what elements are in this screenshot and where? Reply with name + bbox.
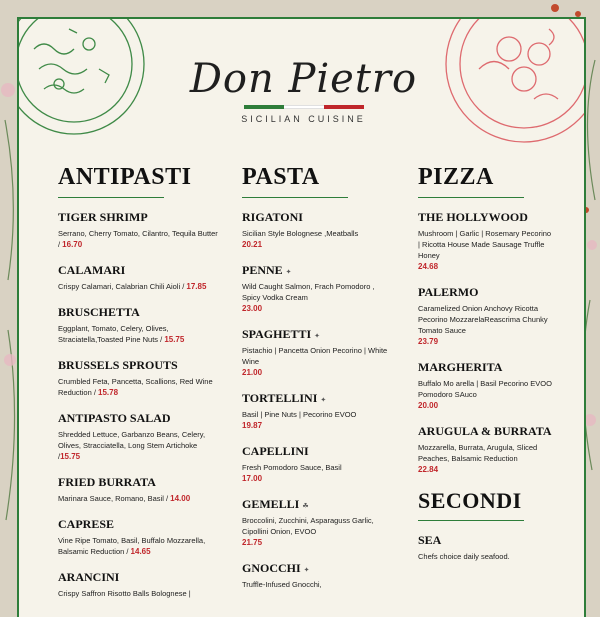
menu-item-price: 15.75 (164, 335, 185, 344)
section-divider (418, 520, 524, 521)
menu-item-description-text: Crispy Calamari, Calabrian Chili Aioli / (58, 282, 187, 291)
pizza-heading: PIZZA (418, 164, 494, 190)
menu-item-description-text: Crispy Saffron Risotto Balls Bolognese | (58, 589, 191, 598)
menu-item (418, 285, 553, 347)
menu-item-name (58, 358, 218, 373)
menu-item-description (418, 378, 553, 411)
menu-item (242, 391, 392, 431)
menu-item-name (418, 285, 553, 300)
menu-item (418, 424, 553, 475)
menu-item-price: 23.00 (242, 304, 263, 313)
menu-item (418, 210, 553, 272)
menu-item-name-text: BRUSCHETTA (58, 305, 140, 319)
menu-item-description (242, 281, 392, 314)
antipasti-heading: ANTIPASTI (58, 164, 192, 190)
menu-item (58, 358, 218, 398)
menu-item-name (58, 475, 218, 490)
menu-item-name-text: PENNE (242, 263, 283, 277)
menu-item-description (242, 345, 392, 378)
menu-item-description-text: Mushroom | Garlic | Rosemary Pecorino | Ricotta House Made Sausage Truffle Honey (418, 229, 552, 260)
menu-item-name-text: THE HOLLYWOOD (418, 210, 528, 224)
menu-item (242, 444, 392, 484)
brand-header (19, 57, 586, 124)
tagline: SICILIAN CUISINE (241, 114, 366, 124)
menu-item-description-text: Vine Ripe Tomato, Basil, Buffalo Mozzarella, Balsamic Reduction / (58, 536, 206, 556)
menu-item-name-text: MARGHERITA (418, 360, 503, 374)
section-divider (58, 197, 164, 198)
antipasti-column (58, 164, 218, 612)
pizza-column (418, 164, 553, 575)
menu-item-description (242, 579, 392, 590)
menu-item-description (418, 303, 553, 347)
menu-item-description-text: Eggplant, Tomato, Celery, Olives, Straciatella,Toasted Pine Nuts / (58, 324, 169, 344)
menu-item-name-text: CAPELLINI (242, 444, 309, 458)
menu-item-description (242, 228, 392, 250)
menu-item-price: 23.79 (418, 337, 439, 346)
menu-item-description (58, 535, 218, 557)
pasta-heading: PASTA (242, 164, 320, 190)
menu-item-name (58, 210, 218, 225)
menu-item-name-text: SPAGHETTI (242, 327, 312, 341)
menu-item-description-text: Shredded Lettuce, Garbanzo Beans, Celery, Olives, Stracciatella, Long Stem Artichoke / (58, 430, 206, 461)
menu-item-description-text: Mozzarella, Burrata, Arugula, Sliced Peaches, Balsamic Reduction (418, 443, 538, 463)
menu-item-name-text: BRUSSELS SPROUTS (58, 358, 178, 372)
menu-item-price: 15.75 (60, 452, 81, 461)
menu-item (242, 497, 392, 548)
menu-item-description (418, 228, 553, 272)
pasta-column (242, 164, 392, 603)
secondi-section (418, 488, 553, 562)
menu-item (58, 305, 218, 345)
menu-item (58, 411, 218, 462)
menu-item-name-text: GEMELLI (242, 497, 300, 511)
menu-item-description-text: Truffle-Infused Gnocchi, (242, 580, 322, 589)
menu-item-name-text: FRIED BURRATA (58, 475, 156, 489)
menu-item-price: 17.00 (242, 474, 263, 483)
menu-item-name-text: GNOCCHI (242, 561, 301, 575)
menu-item-price: 21.75 (242, 538, 263, 547)
menu-item-description-text: Chefs choice daily seafood. (418, 552, 510, 561)
restaurant-logo: Don Pietro (189, 56, 418, 102)
menu-item-name (58, 263, 218, 278)
menu-item-price: 20.00 (418, 401, 439, 410)
menu-item-description (58, 376, 218, 398)
menu-item-price: 24.68 (418, 262, 439, 271)
menu-item-name (242, 497, 392, 512)
menu-item (58, 263, 218, 292)
menu-item-name (418, 210, 553, 225)
menu-item-description (58, 228, 218, 250)
gluten-free-icon: ✦ (320, 396, 327, 404)
menu-item-description-text: Pistachio | Pancetta Onion Pecorino | White Wine (242, 346, 388, 366)
menu-item-name (418, 360, 553, 375)
menu-item-description (242, 409, 392, 431)
menu-item-name-text: ARANCINI (58, 570, 120, 584)
menu-item-name (58, 411, 218, 426)
menu-item (418, 360, 553, 411)
menu-item-name-text: TORTELLINI (242, 391, 318, 405)
menu-item-name-text: PALERMO (418, 285, 479, 299)
menu-item-name (242, 444, 392, 459)
menu-item (58, 517, 218, 557)
menu-item-name (242, 391, 392, 406)
menu-item (242, 327, 392, 378)
menu-item-description (418, 551, 553, 562)
menu-item-name (418, 424, 553, 439)
gluten-free-icon: ✦ (303, 566, 310, 574)
menu-item-name (242, 327, 392, 342)
menu-item-description (418, 442, 553, 475)
menu-item (58, 475, 218, 504)
menu-item-price: 14.65 (130, 547, 151, 556)
menu-item-description-text: Wild Caught Salmon, Frach Pomodoro , Spicy Vodka Cream (242, 282, 375, 302)
menu-item-description-text: Basil | Pine Nuts | Pecorino EVOO (242, 410, 357, 419)
menu-item-description (58, 323, 218, 345)
menu-item-name (58, 305, 218, 320)
menu-item-description-text: Serrano, Cherry Tomato, Cilantro, Tequila Butter / (58, 229, 218, 249)
menu-item-name-text: CAPRESE (58, 517, 115, 531)
secondi-list (418, 533, 553, 562)
menu-item-description-text: Caramelized Onion Anchovy Ricotta Pecorino MozzarelaReascrima Chunky Tomato Sauce (418, 304, 548, 335)
secondi-heading: SECONDI (418, 488, 522, 513)
menu-item-description (242, 462, 392, 484)
antipasti-list (58, 210, 218, 599)
gluten-free-icon: ✦ (285, 268, 292, 276)
menu-item-price: 17.85 (186, 282, 207, 291)
section-divider (418, 197, 524, 198)
menu-item-name-text: RIGATONI (242, 210, 303, 224)
menu-item-name (58, 570, 218, 585)
menu-item (242, 263, 392, 314)
menu-item (242, 210, 392, 250)
menu-item-description (242, 515, 392, 548)
menu-item-description-text: Marinara Sauce, Romano, Basil / (58, 494, 171, 503)
gluten-free-icon: ✦ (314, 332, 321, 340)
pasta-list (242, 210, 392, 590)
menu-item-description-text: Broccolini, Zucchini, Asparaguss Garlic, Cipollini Onion, EVOO (242, 516, 374, 536)
menu-item-price: 16.70 (62, 240, 83, 249)
menu-item-name-text: CALAMARI (58, 263, 126, 277)
menu-item-description-text: Fresh Pomodoro Sauce, Basil (242, 463, 342, 472)
menu-item (418, 533, 553, 562)
menu-item-name-text: ANTIPASTO SALAD (58, 411, 171, 425)
vegan-icon: ☘ (302, 502, 309, 510)
menu-item-price: 20.21 (242, 240, 263, 249)
menu-item-description-text: Sicilian Style Bolognese ,Meatballs (242, 229, 359, 238)
menu-item-description-text: Buffalo Mo arella | Basil Pecorino EVOO Pomodoro SAuco (418, 379, 552, 399)
menu-item-description (58, 429, 218, 462)
menu-item-name-text: SEA (418, 533, 442, 547)
menu-item-description (58, 493, 218, 504)
section-divider (242, 197, 348, 198)
italian-flag-stripe (19, 105, 586, 109)
pizza-list (418, 210, 553, 475)
menu-item-description (58, 281, 218, 292)
menu-item-name-text: ARUGULA & BURRATA (418, 424, 552, 438)
menu-item-name (58, 517, 218, 532)
menu-item (58, 570, 218, 599)
menu-item-price: 15.78 (98, 388, 119, 397)
menu-item-description-text: Crumbled Feta, Pancetta, Scallions, Red Wine Reduction / (58, 377, 213, 397)
menu-item-price: 19.87 (242, 421, 263, 430)
menu-item-name-text: TIGER SHRIMP (58, 210, 148, 224)
menu-item-name (242, 263, 392, 278)
menu-item-description (58, 588, 218, 599)
menu-item (242, 561, 392, 590)
menu-item-name (418, 533, 553, 548)
menu-item-name (242, 561, 392, 576)
menu-item (58, 210, 218, 250)
menu-item-price: 22.84 (418, 465, 439, 474)
menu-item-price: 21.00 (242, 368, 263, 377)
menu-item-price: 14.00 (170, 494, 191, 503)
menu-page (17, 17, 586, 617)
menu-item-name (242, 210, 392, 225)
